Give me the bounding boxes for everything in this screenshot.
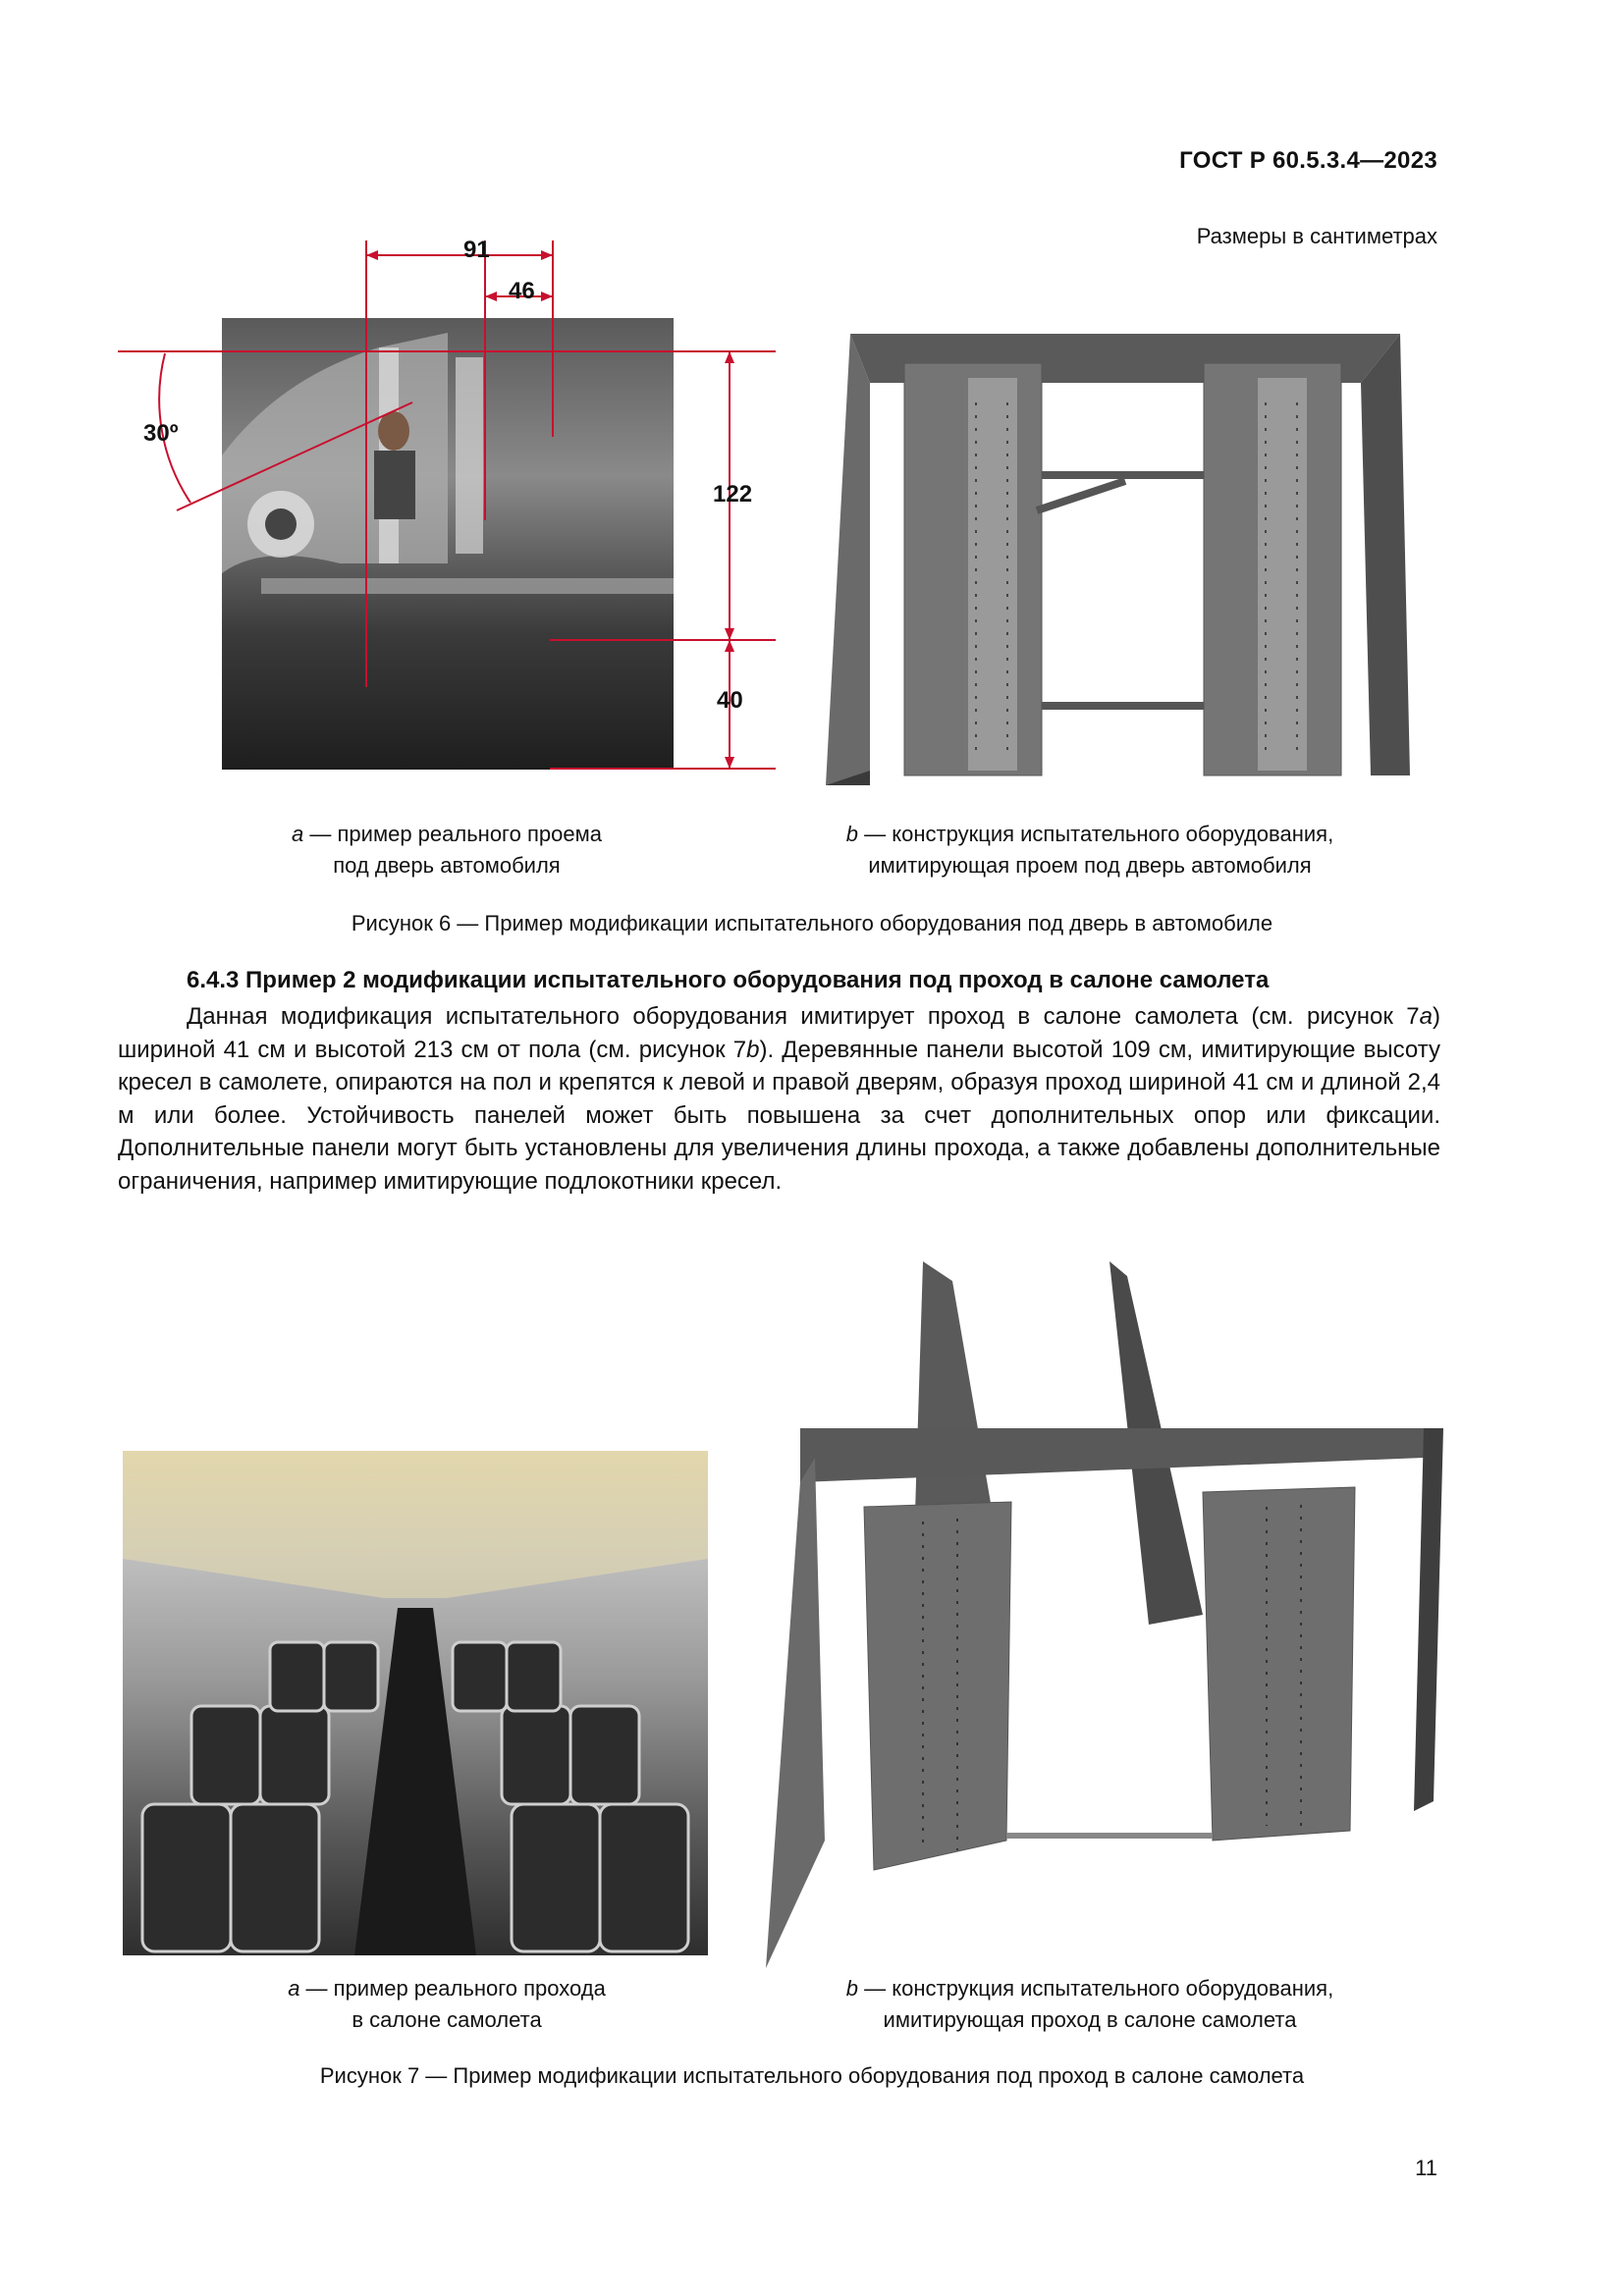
figure-6-caption: Рисунок 6 — Пример модификации испытательного оборудования под дверь в автомобиле: [351, 911, 1273, 935]
figure-7a-photo: [123, 1451, 708, 1955]
units-note: Размеры в сантиметрах: [1196, 224, 1437, 248]
frame-left-panel: [864, 1502, 1011, 1870]
figure-6a-dimensions: [118, 226, 785, 775]
figure-6a-subcaption: a — пример реального проема под дверь автомобиля: [292, 822, 602, 878]
dim-angle-label: 30º: [143, 420, 179, 447]
section-heading: 6.4.3 Пример 2 модификации испытательного оборудования под проход в салоне самолета: [187, 967, 1270, 993]
dim-122-label: 122: [713, 481, 753, 507]
frame-right-side: [1414, 1428, 1443, 1811]
page-number: 11: [1415, 2156, 1437, 2180]
figure-7a-subcaption: a — пример реального прохода в салоне самолета: [288, 1976, 606, 2032]
frame-right-side: [1361, 334, 1410, 775]
dim-91-label: 91: [463, 237, 490, 263]
frame-lower-bar: [1042, 702, 1204, 710]
figure-7b-render: [746, 1261, 1453, 1988]
figure-6b-render: [811, 324, 1439, 785]
dim-40-label: 40: [717, 687, 743, 714]
frame-top-beam: [800, 1428, 1424, 1482]
frame-left-side: [826, 334, 870, 785]
dim-angle-line: [177, 402, 412, 510]
figure-7-caption: Рисунок 7 — Пример модификации испытательного оборудования под проход в салоне самолета: [319, 2063, 1305, 2088]
cabin-shape: [123, 1451, 708, 1955]
section-paragraph: Данная модификация испытательного оборудования имитирует проход в салоне самолета (см. рисунок 7a) шириной 41 см и высотой 213 см от пола (см. рисунок 7b). Деревянные панели высотой 109 см, имитирующие высоту кресел в самолете, опираются на пол и крепятся к левой и правой дверям, образуя проход шириной 41 см и длиной 2,4 м или более. Устойчивость панелей может быть повышена за счет дополнительных опор или фиксации. Дополнительные панели могут быть установлены для увеличения длины прохода, а также добавлены дополнительные ограничения, например имитирующие подлокотники кресел.: [118, 1003, 1440, 1195]
document-header: ГОСТ Р 60.5.3.4—2023: [1179, 147, 1437, 174]
figure-7b-subcaption: b — конструкция испытательного оборудования, имитирующая проход в салоне самолета: [845, 1976, 1334, 2032]
dim-46-label: 46: [509, 278, 535, 304]
frame-left-side: [766, 1458, 825, 1968]
frame-right-panel: [1203, 1487, 1355, 1841]
figure-6b-subcaption: b — конструкция испытательного оборудования, имитирующая проем под дверь автомобиля: [845, 822, 1334, 878]
